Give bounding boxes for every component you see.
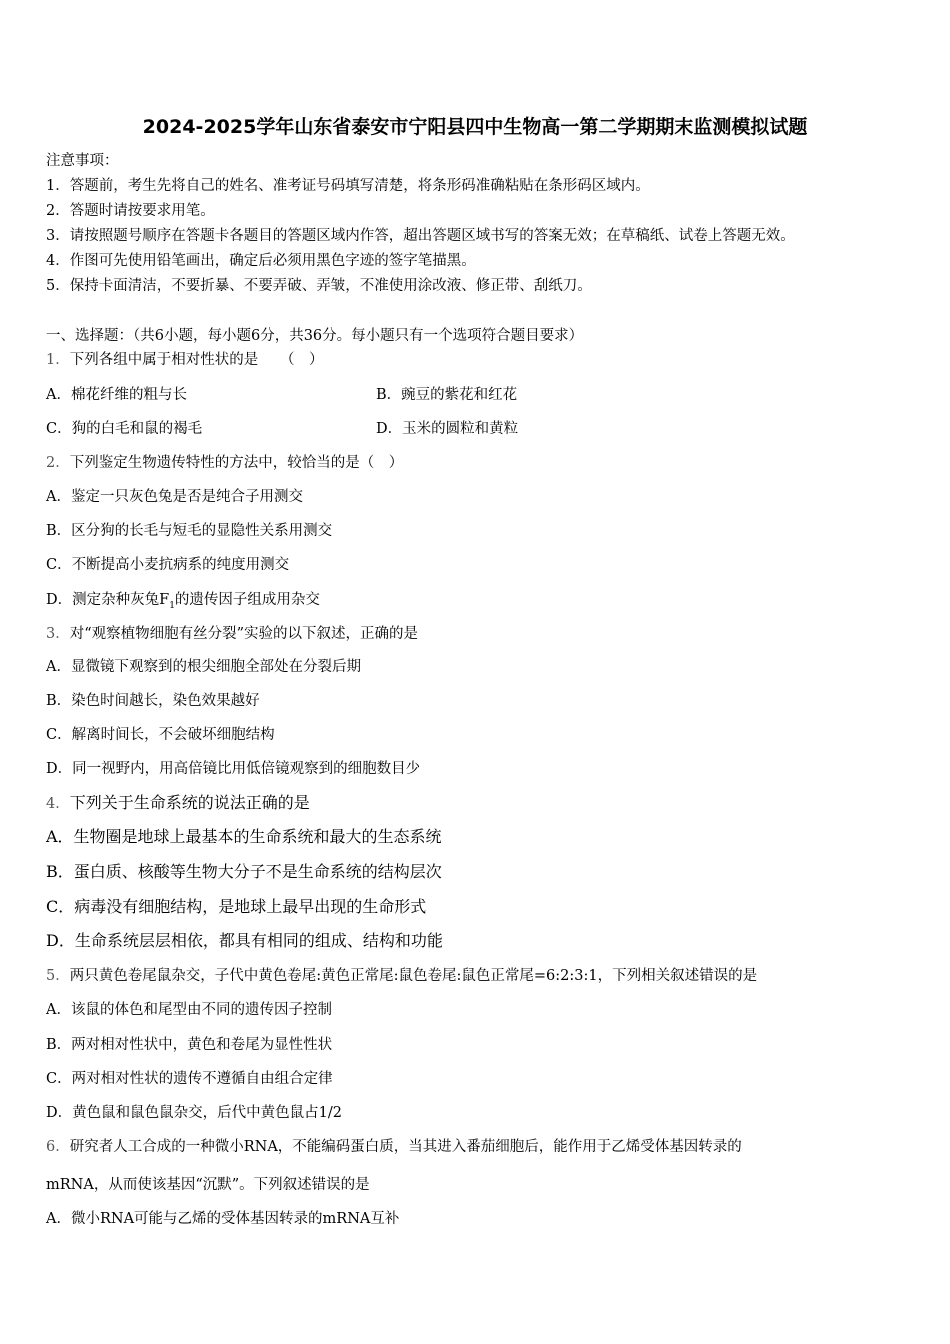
q5-option-d: D．黄色鼠和鼠色鼠杂交，后代中黄色鼠占1/2	[46, 1105, 342, 1121]
question-number: 1．	[46, 352, 70, 368]
question-stem: 研究者人工合成的一种微小RNA，不能编码蛋白质，当其进入番茄细胞后，能作用于乙烯受体基因转录的	[69, 1139, 742, 1155]
question-number: 6．	[46, 1139, 70, 1155]
question-5	[46, 966, 757, 986]
q3-option-a: A．显微镜下观察到的根尖细胞全部处在分裂后期	[46, 659, 361, 675]
question-number: 4．	[46, 796, 70, 812]
question-number: 3．	[46, 626, 70, 642]
q5-option-b: B．两对相对性状中，黄色和卷尾为显性性状	[46, 1037, 333, 1053]
q2-option-b: B．区分狗的长毛与短毛的显隐性关系用测交	[46, 523, 333, 539]
section-heading: 一、选择题：（共6小题，每小题6分，共36分。每小题只有一个选项符合题目要求）	[46, 328, 584, 344]
question-2	[46, 453, 403, 473]
q5-option-c: C．两对相对性状的遗传不遵循自由组合定律	[46, 1071, 333, 1087]
question-6	[46, 1137, 742, 1157]
notice-item-5: 5．保持卡面清洁，不要折暴、不要弄破、弄皱，不准使用涂改液、修正带、刮纸刀。	[46, 278, 592, 294]
q6-option-a: A．微小RNA可能与乙烯的受体基因转录的mRNA互补	[46, 1211, 400, 1227]
question-stem: 下列鉴定生物遗传特性的方法中，较恰当的是（ ）	[69, 455, 404, 471]
q2-option-c: C．不断提高小麦抗病系的纯度用测交	[46, 557, 290, 573]
option-text: 的遗传因子组成用杂交	[174, 592, 320, 608]
q4-option-d: D．生命系统层层相依，都具有相同的组成、结构和功能	[46, 931, 443, 950]
q4-option-a: A．生物圈是地球上最基本的生命系统和最大的生态系统	[46, 827, 442, 846]
question-4	[46, 793, 310, 814]
subscript: 1	[169, 600, 175, 611]
question-6-continued: mRNA，从而使该基因“沉默”。下列叙述错误的是	[46, 1177, 370, 1193]
q1-option-b: B．豌豆的紫花和红花	[376, 387, 518, 403]
question-1	[46, 350, 323, 370]
q5-option-a: A．该鼠的体色和尾型由不同的遗传因子控制	[46, 1002, 332, 1018]
notice-item-2: 2．答题时请按要求用笔。	[46, 203, 215, 219]
question-stem: 下列关于生命系统的说法正确的是	[69, 793, 310, 812]
q3-option-b: B．染色时间越长，染色效果越好	[46, 693, 260, 709]
q1-option-c: C．狗的白毛和鼠的褐毛	[46, 421, 203, 437]
q1-option-a: A．棉花纤维的粗与长	[46, 387, 187, 403]
question-stem: 对“观察植物细胞有丝分裂”实验的以下叙述，正确的是	[69, 626, 419, 642]
notice-heading: 注意事项：	[46, 153, 119, 169]
q3-option-d: D．同一视野内，用高倍镜比用低倍镜观察到的细胞数目少	[46, 761, 421, 777]
page-title: 2024-2025学年山东省泰安市宁阳县四中生物高一第二学期期末监测模拟试题	[142, 116, 808, 138]
q2-option-d	[46, 590, 320, 616]
notice-item-3: 3．请按照题号顺序在答题卡各题目的答题区域内作答，超出答题区域书写的答案无效；在草稿纸、试卷上答题无效。	[46, 228, 795, 244]
q4-option-b: B．蛋白质、核酸等生物大分子不是生命系统的结构层次	[46, 862, 442, 881]
question-number: 5．	[46, 968, 70, 984]
question-number: 2．	[46, 455, 70, 471]
notice-item-1: 1．答题前，考生先将自己的姓名、准考证号码填写清楚，将条形码准确粘贴在条形码区域内。	[46, 178, 650, 194]
option-text: D．测定杂种灰兔F	[46, 592, 170, 608]
question-stem: 下列各组中属于相对性状的是 （ ）	[69, 352, 324, 368]
q3-option-c: C．解离时间长，不会破坏细胞结构	[46, 727, 275, 743]
question-3	[46, 624, 418, 644]
q2-option-a: A．鉴定一只灰色兔是否是纯合子用测交	[46, 489, 303, 505]
q4-option-c: C．病毒没有细胞结构，是地球上最早出现的生命形式	[46, 897, 427, 916]
question-stem: 两只黄色卷尾鼠杂交，子代中黄色卷尾:黄色正常尾:鼠色卷尾:鼠色正常尾=6:2:3:1，下列相关叙述错误的是	[69, 968, 758, 984]
q1-option-d: D．玉米的圆粒和黄粒	[376, 421, 519, 437]
notice-item-4: 4．作图可先使用铅笔画出，确定后必须用黑色字迹的签字笔描黑。	[46, 253, 476, 269]
